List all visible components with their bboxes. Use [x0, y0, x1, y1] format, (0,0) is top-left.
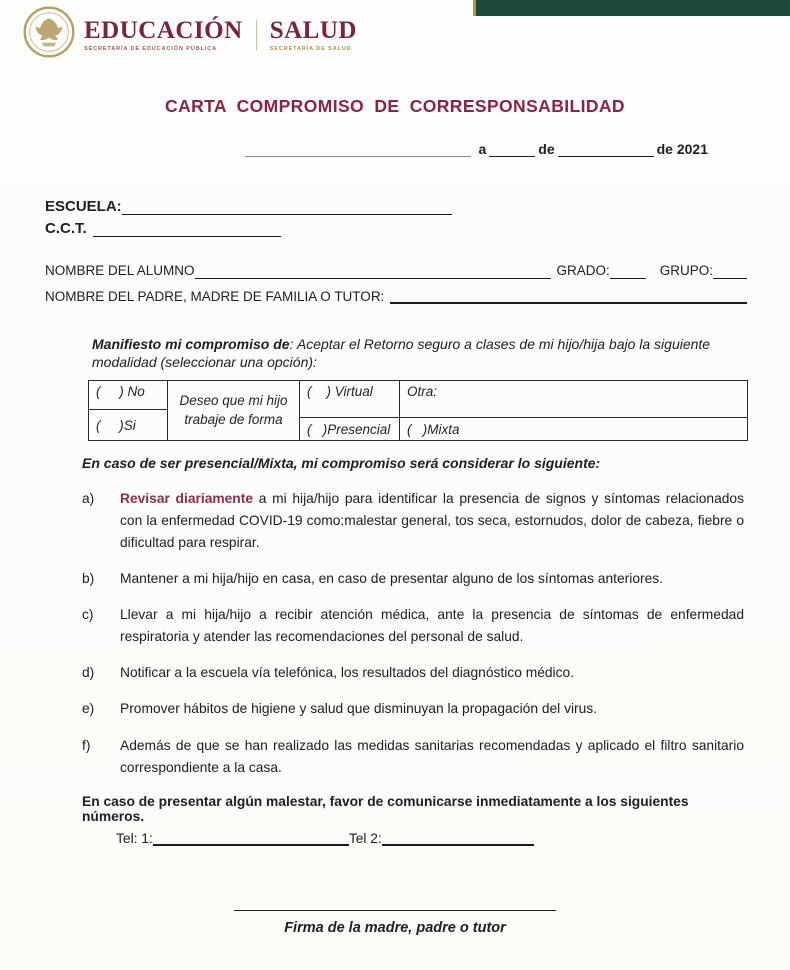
alumno-blank[interactable]: [195, 264, 552, 279]
date-year-label: de 2021: [656, 141, 708, 157]
item-highlight: Revisar diariamente: [120, 491, 254, 506]
date-a-label: a: [478, 141, 487, 157]
escuela-label: ESCUELA:: [45, 198, 122, 215]
tutor-name-row: [45, 289, 747, 305]
option-presencial[interactable]: ( )Presencial: [307, 421, 391, 437]
item-letter: c): [82, 607, 94, 623]
salud-subtitle: SECRETARÍA DE SALUD: [269, 46, 352, 52]
option-si[interactable]: ( )Si: [96, 417, 136, 433]
date-place-blank[interactable]: [245, 142, 471, 157]
brand-salud: [270, 18, 357, 52]
brand-wordmarks: [84, 18, 357, 52]
item-letter: f): [82, 737, 91, 753]
tel1-blank[interactable]: [153, 831, 349, 846]
date-day-blank[interactable]: [489, 142, 535, 157]
list-item-c: [82, 604, 744, 648]
brand-educacion: [84, 18, 243, 52]
contact-section: [82, 794, 744, 846]
salud-wordmark: SALUD: [269, 17, 357, 44]
item-letter: d): [82, 665, 95, 681]
green-ribbon-banner: [473, 0, 790, 16]
signature-blank[interactable]: [234, 901, 556, 911]
phone-line: [116, 831, 744, 846]
option-virtual[interactable]: ( ) Virtual: [300, 381, 399, 418]
option-otra[interactable]: Otra:: [400, 381, 747, 418]
student-name-row: [45, 263, 747, 279]
tel2-label: Tel 2:: [348, 831, 382, 846]
list-item-f: [82, 735, 744, 779]
item-text: Mantener a mi hija/hijo en casa, en caso de presentar alguno de los síntomas anteriores.: [120, 571, 663, 587]
date-month-blank[interactable]: [558, 142, 654, 157]
mexico-eagle-seal-icon: [22, 5, 76, 59]
signature-caption: Firma de la madre, padre o tutor: [284, 920, 506, 936]
tel1-label: Tel: 1:: [116, 831, 153, 846]
date-line: [245, 142, 711, 157]
grupo-label: GRUPO:: [659, 263, 713, 278]
list-item-a: [82, 488, 744, 554]
escuela-blank[interactable]: [122, 200, 452, 215]
manifesto-rest: : Aceptar el Retorno seguro a clases de mi hijo/hija bajo la siguiente modalidad (seleccionar una opción):: [92, 336, 711, 371]
manifesto-lead: Manifiesto mi compromiso de: [92, 336, 290, 352]
tel2-blank[interactable]: [382, 831, 534, 846]
cct-row: [45, 220, 745, 237]
option-mixta[interactable]: ( )Mixta: [407, 421, 460, 437]
brand-divider: [256, 20, 257, 50]
item-text: [120, 488, 744, 554]
school-block: [45, 198, 745, 242]
option-no[interactable]: ( ) No: [89, 381, 167, 410]
grado-blank[interactable]: [610, 264, 646, 279]
item-text: Promover hábitos de higiene y salud que disminuyan la propagación del virus.: [120, 701, 598, 717]
escuela-row: [45, 198, 745, 215]
modality-other-column: [400, 381, 747, 440]
item-letter: a): [82, 491, 95, 506]
signature-section: [0, 898, 790, 936]
contact-heading: En caso de presentar algún malestar, favor de comunicarse inmediatamente a los siguientes números.: [82, 794, 689, 824]
cct-blank[interactable]: [93, 222, 281, 237]
educacion-wordmark: EDUCACIÓN: [84, 17, 243, 44]
item-letter: b): [82, 571, 95, 587]
item-text: Además de que se han realizado las medidas sanitarias recomendadas y aplicado el filtro sanitario correspondiente a la casa.: [120, 737, 744, 775]
commitments-list: [82, 488, 744, 793]
grado-label: GRADO:: [556, 263, 610, 278]
modality-table: [88, 380, 748, 441]
date-de-label: de: [538, 141, 555, 157]
modality-statement-cell: Deseo que mi hijo trabaje de forma: [168, 381, 300, 440]
commitments-heading: En caso de ser presencial/Mixta, mi compromiso será considerar lo siguiente:: [82, 455, 601, 471]
educacion-subtitle: SECRETARÍA DE EDUCACIÓN PÚBLICA: [84, 46, 218, 52]
item-text: Llevar a mi hija/hijo a recibir atención médica, ante la presencia de síntomas de enfermedad respiratoria y atender las recomendaciones del personal de salud.: [120, 607, 744, 645]
names-block: [45, 263, 747, 304]
manifesto-paragraph: [92, 335, 714, 372]
government-header: [22, 5, 357, 59]
item-letter: e): [82, 701, 95, 717]
item-body: a mi hija/hijo para identificar la presencia de signos y síntomas relacionados con la enfermedad COVID-19 como:malestar general, tos seca, estornudos, dolor de cabeza, fiebre o dificultad para respirar.: [120, 491, 745, 551]
tutor-blank[interactable]: [390, 289, 747, 304]
list-item-e: [82, 698, 744, 720]
grupo-blank[interactable]: [713, 264, 747, 279]
modality-yesno-column: [89, 381, 168, 440]
modality-mode-column: [300, 381, 400, 440]
list-item-b: [82, 568, 744, 590]
document-title: CARTA COMPROMISO DE CORRESPONSABILIDAD: [165, 96, 625, 116]
cct-label: C.C.T.: [45, 220, 87, 237]
tutor-label: NOMBRE DEL PADRE, MADRE DE FAMILIA O TUTOR:: [45, 288, 385, 304]
alumno-label: NOMBRE DEL ALUMNO: [45, 263, 195, 278]
item-text: Notificar a la escuela vía telefónica, los resultados del diagnóstico médico.: [120, 665, 575, 681]
list-item-d: [82, 662, 744, 684]
